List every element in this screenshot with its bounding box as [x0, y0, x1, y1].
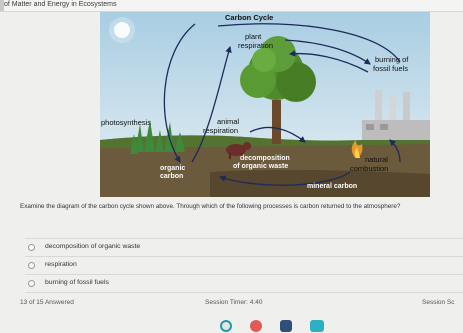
notes-icon[interactable] — [310, 320, 324, 332]
divider — [25, 274, 463, 275]
label-animal: animal — [217, 117, 240, 126]
session-score: Session Sc — [422, 299, 455, 306]
label-natural: natural — [365, 155, 388, 164]
option-label: burning of fossil fuels — [45, 279, 109, 286]
bottom-controls — [210, 318, 340, 333]
label-photosynthesis: photosynthesis — [101, 118, 152, 127]
option-respiration[interactable] — [25, 259, 325, 273]
footer-bar — [0, 295, 463, 313]
radio-button[interactable] — [28, 280, 35, 287]
label-burning-of: burning of — [375, 55, 409, 64]
option-decomposition[interactable] — [25, 241, 325, 255]
answered-count: 13 of 15 Answered — [20, 299, 74, 306]
label-plant: plant — [245, 32, 262, 41]
carbon-cycle-diagram — [100, 12, 430, 197]
radio-button[interactable] — [28, 244, 35, 251]
assignment-title: of Matter and Energy in Ecosystems — [4, 1, 117, 8]
divider — [25, 256, 463, 257]
label-fossil-fuels: fossil fuels — [373, 64, 409, 73]
divider — [25, 238, 463, 239]
diagram-title: Carbon Cycle — [225, 13, 274, 22]
label-combustion: combustion — [350, 164, 389, 173]
carbon-cycle-image — [100, 12, 430, 197]
label-carbon: carbon — [160, 173, 184, 180]
option-burning-fossil-fuels[interactable] — [25, 277, 325, 291]
question-text: Examine the diagram of the carbon cycle shown above. Through which of the following processes is carbon returned to the atmosphere? — [20, 203, 401, 210]
label-organic: organic — [160, 165, 186, 172]
label-mineral-carbon: mineral carbon — [307, 183, 358, 190]
label-organic-waste: of organic waste — [233, 163, 289, 170]
calculator-icon[interactable] — [280, 320, 292, 332]
top-bar — [0, 0, 463, 12]
radio-button[interactable] — [28, 262, 35, 269]
help-icon[interactable] — [250, 320, 262, 332]
option-label: respiration — [45, 261, 77, 268]
divider — [25, 292, 463, 293]
session-timer: Session Timer: 4:40 — [205, 299, 263, 306]
progress-ring-icon[interactable] — [220, 320, 232, 332]
label-plant-respiration: respiration — [238, 41, 274, 50]
label-animal-respiration: respiration — [203, 126, 239, 135]
label-decomposition: decomposition — [240, 155, 290, 162]
option-label: decomposition of organic waste — [45, 243, 141, 250]
